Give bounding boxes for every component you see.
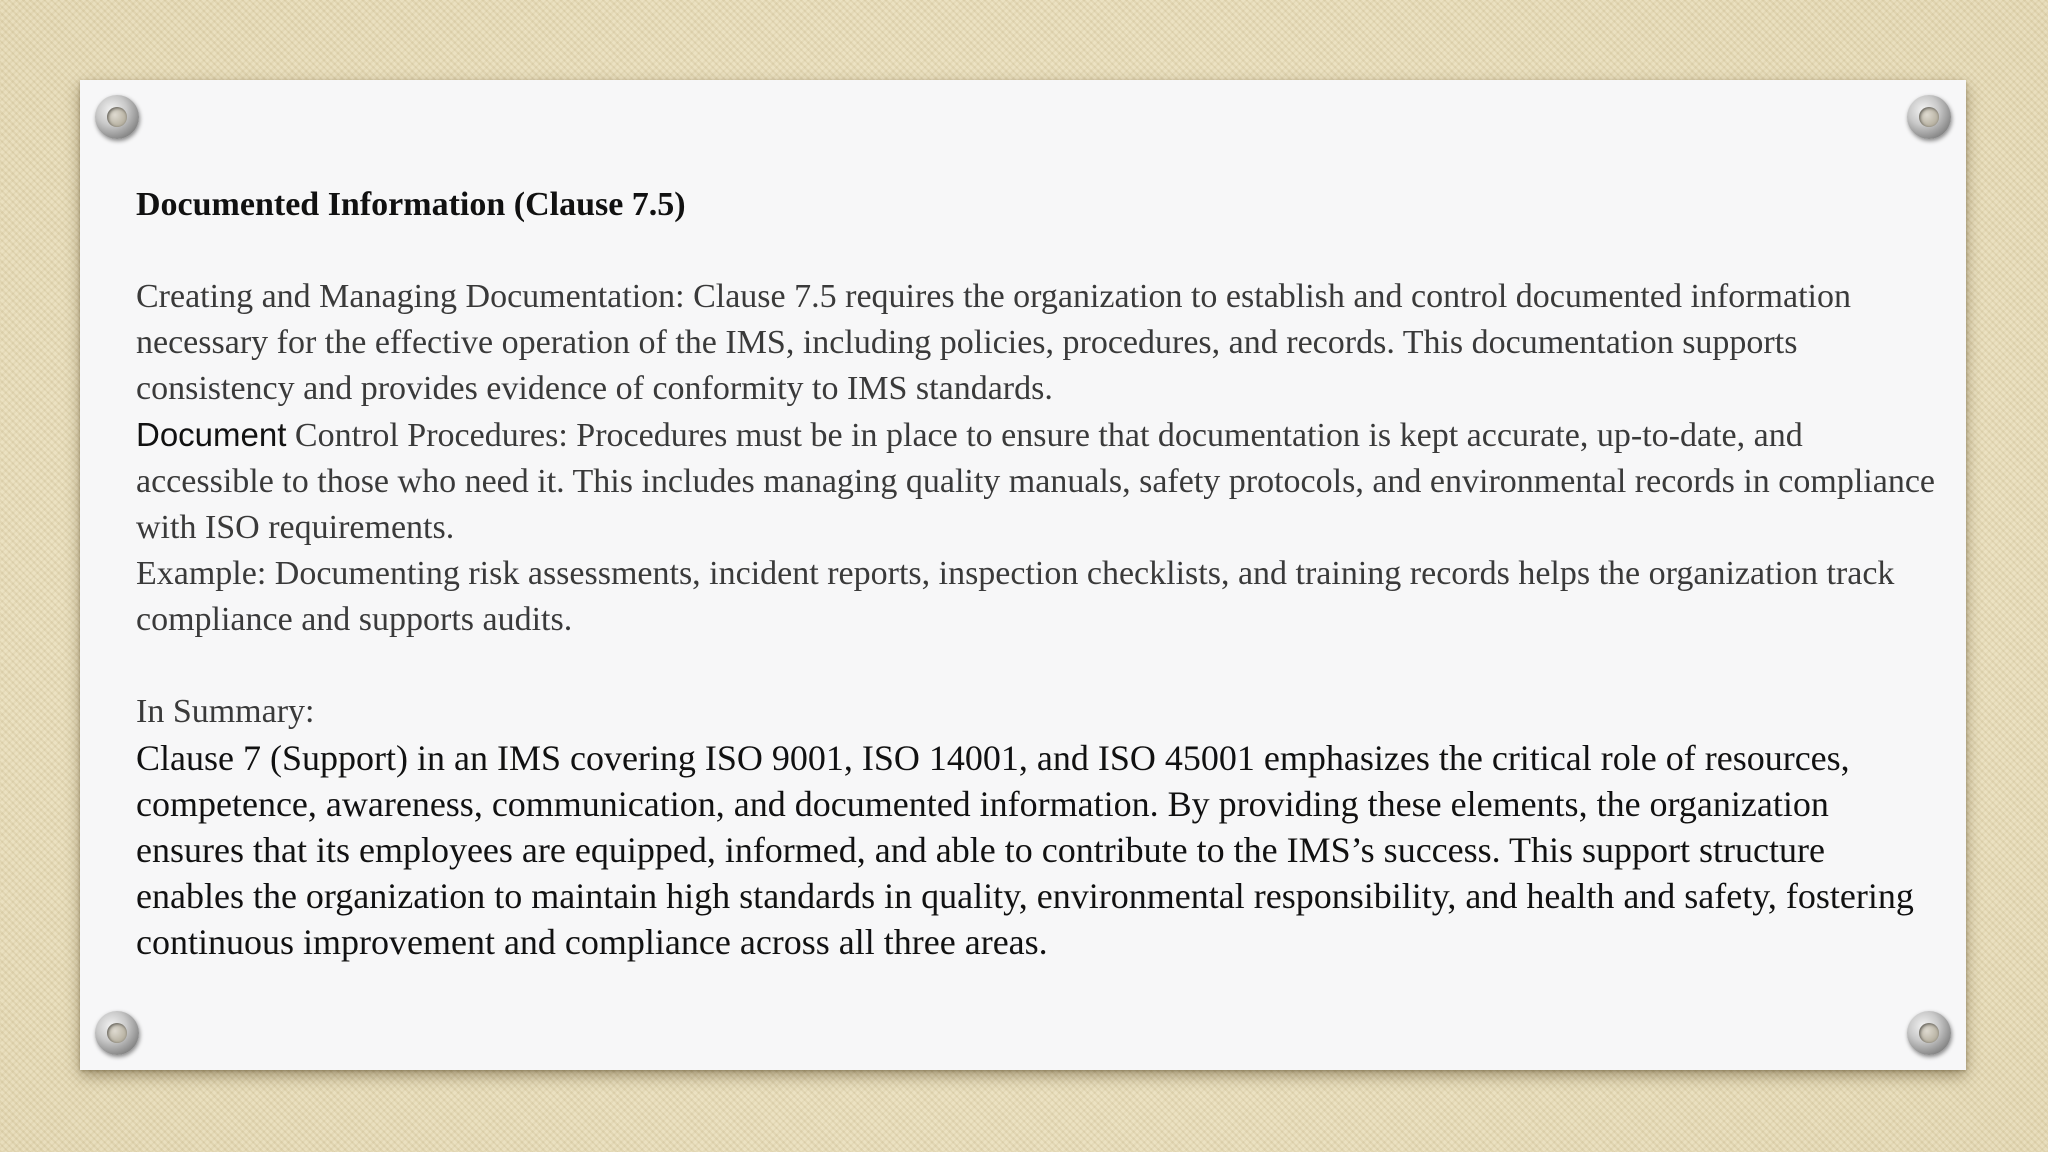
grommet-icon: [1907, 1011, 1951, 1055]
slide-content: [136, 182, 1936, 965]
grommet-icon: [1907, 95, 1951, 139]
document-control-lead-word: Document: [136, 416, 287, 453]
grommet-icon: [95, 95, 139, 139]
section-spacer: [136, 643, 1936, 689]
document-control-text: Control Procedures: Procedures must be in place to ensure that documentation is kept accurate, up-to-date, and accessible to those who need it. This includes managing quality manuals, safety protocols, and environmental records in compliance with ISO requirements.: [136, 417, 1935, 546]
summary-body: Clause 7 (Support) in an IMS covering ISO 9001, ISO 14001, and ISO 45001 emphasizes the critical role of resources, competence, awareness, communication, and documented information. By providing these elements, the organization ensures that its employees are equipped, informed, and able to contribute to the IMS’s success. This support structure enables the organization to maintain high standards in quality, environmental responsibility, and health and safety, fostering continuous improvement and compliance across all three areas.: [136, 738, 1914, 962]
paragraph-document-control: [136, 412, 1936, 551]
grommet-icon: [95, 1011, 139, 1055]
slide-heading: Documented Information (Clause 7.5): [136, 186, 686, 223]
summary-label: In Summary:: [136, 693, 315, 730]
slide-card: [80, 80, 1966, 1070]
paragraph-example: Example: Documenting risk assessments, incident reports, inspection checklists, and training records helps the organization track compliance and supports audits.: [136, 555, 1895, 638]
paragraph-creating-documentation: Creating and Managing Documentation: Clause 7.5 requires the organization to establish and control documented information necessary for the effective operation of the IMS, including policies, procedures, and records. This documentation supports consistency and provides evidence of conformity to IMS standards.: [136, 278, 1851, 407]
